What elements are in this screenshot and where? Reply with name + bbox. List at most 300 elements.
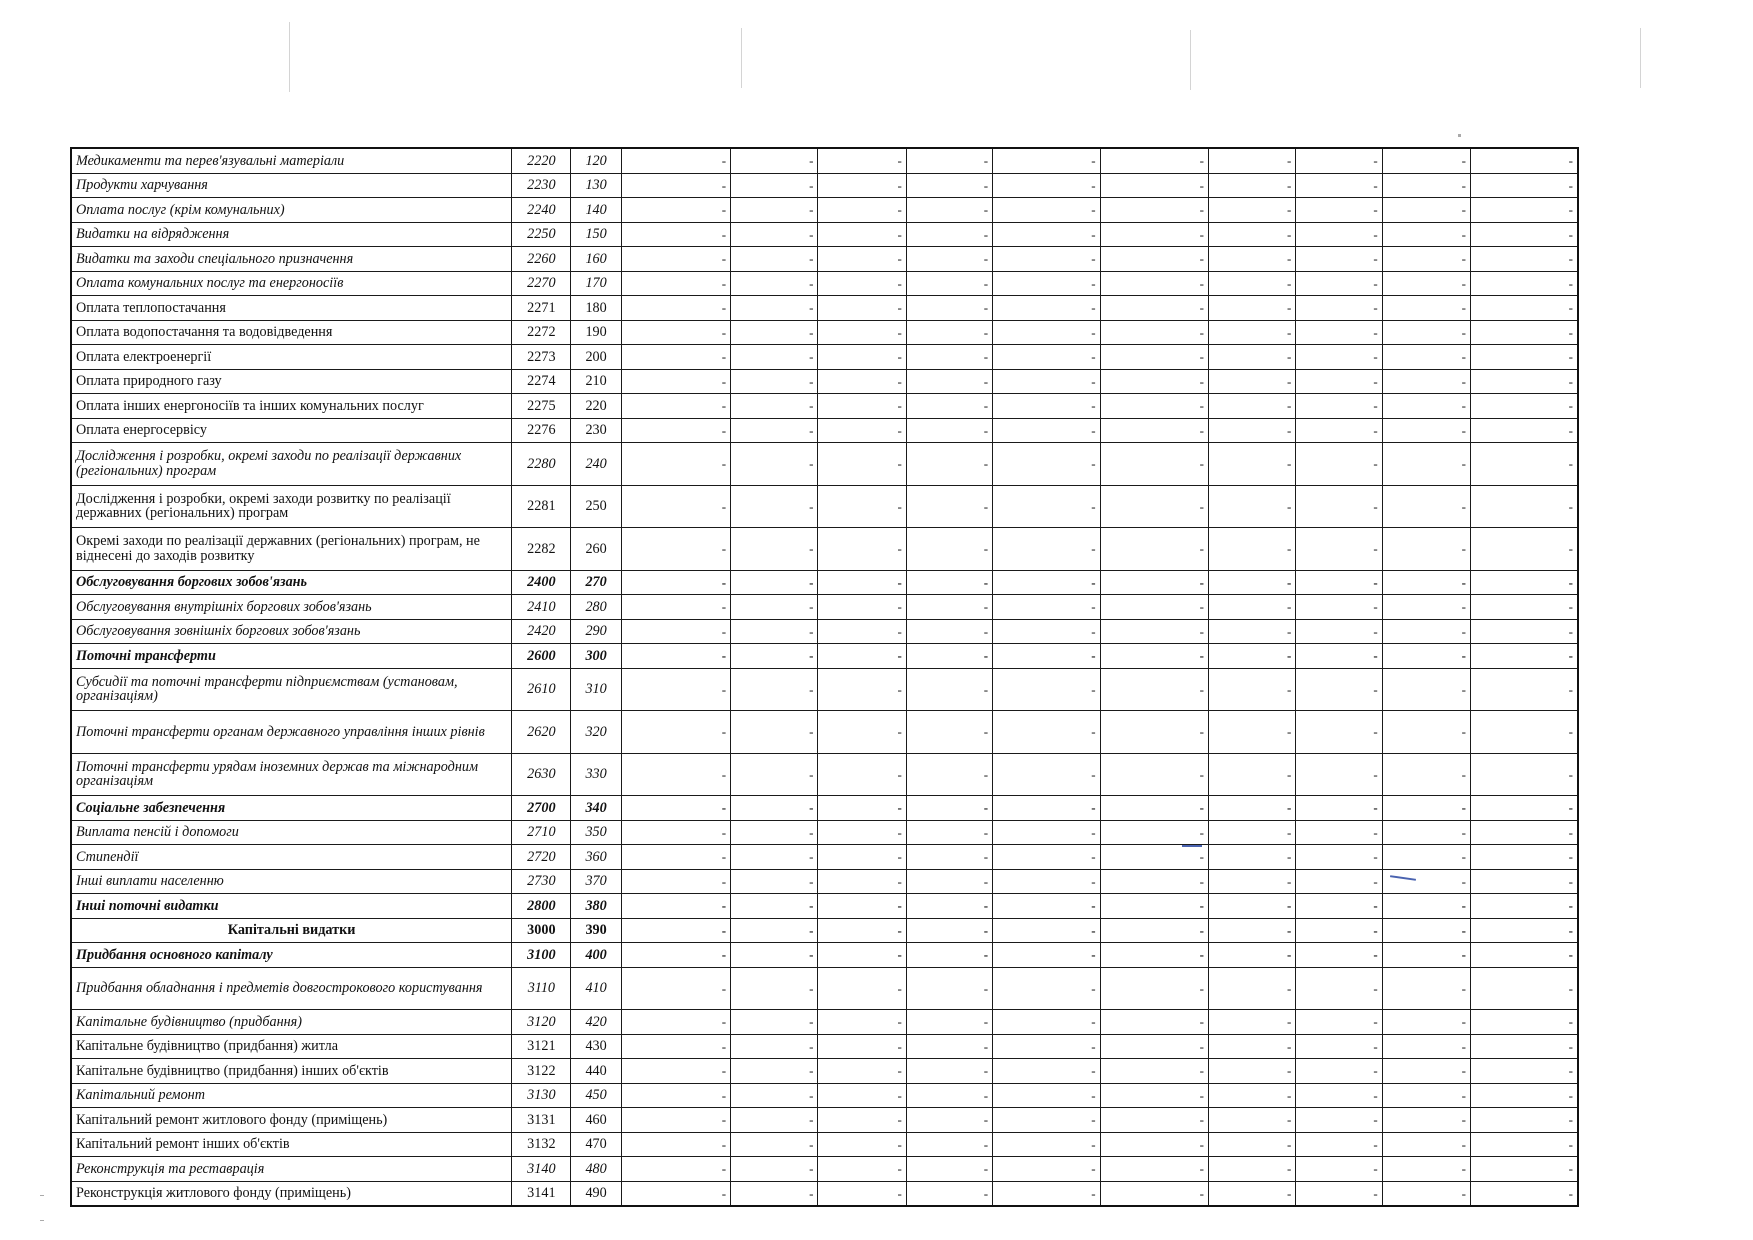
row-value-cell: - — [1296, 443, 1382, 486]
row-value-cell: - — [906, 418, 992, 443]
row-code-cell: 2720 — [512, 845, 571, 870]
row-value-cell: - — [818, 711, 906, 754]
row-name-cell: Поточні трансферти — [71, 644, 512, 669]
row-value-cell: - — [1471, 820, 1579, 845]
row-value-cell: - — [1382, 148, 1470, 173]
row-value-cell: - — [1296, 1034, 1382, 1059]
row-value-cell: - — [906, 619, 992, 644]
row-line-cell: 270 — [571, 570, 621, 595]
row-value-cell: - — [1382, 345, 1470, 370]
row-code-cell: 2420 — [512, 619, 571, 644]
row-line-cell: 180 — [571, 296, 621, 321]
row-name-cell: Окремі заходи по реалізації державних (регіональних) програм, не віднесені до заходів розвитку — [71, 528, 512, 571]
row-value-cell: - — [818, 320, 906, 345]
row-value-cell: - — [1382, 394, 1470, 419]
row-code-cell: 2620 — [512, 711, 571, 754]
row-value-cell: - — [1296, 394, 1382, 419]
row-value-cell: - — [993, 369, 1100, 394]
row-value-cell: - — [818, 796, 906, 821]
row-value-cell: - — [621, 668, 730, 711]
row-value-cell: - — [1100, 1132, 1208, 1157]
row-value-cell: - — [906, 173, 992, 198]
row-line-cell: 490 — [571, 1181, 621, 1206]
row-value-cell: - — [1382, 943, 1470, 968]
row-value-cell: - — [1208, 918, 1295, 943]
row-value-cell: - — [1208, 570, 1295, 595]
row-value-cell: - — [818, 198, 906, 223]
row-value-cell: - — [1296, 320, 1382, 345]
row-value-cell: - — [1296, 1181, 1382, 1206]
row-value-cell: - — [993, 595, 1100, 620]
row-value-cell: - — [993, 820, 1100, 845]
row-value-cell: - — [818, 820, 906, 845]
row-name-cell: Оплата інших енергоносіїв та інших комунальних послуг — [71, 394, 512, 419]
row-name-cell: Оплата енергосервісу — [71, 418, 512, 443]
scan-speck — [289, 22, 290, 92]
row-name-cell: Медикаменти та перев'язувальні матеріали — [71, 148, 512, 173]
row-value-cell: - — [731, 869, 818, 894]
row-value-cell: - — [993, 619, 1100, 644]
table-row — [71, 668, 1578, 711]
row-value-cell: - — [993, 668, 1100, 711]
row-value-cell: - — [731, 418, 818, 443]
row-value-cell: - — [818, 222, 906, 247]
row-value-cell: - — [621, 943, 730, 968]
row-value-cell: - — [1471, 1010, 1579, 1035]
row-value-cell: - — [1471, 711, 1579, 754]
table-row — [71, 619, 1578, 644]
row-line-cell: 430 — [571, 1034, 621, 1059]
row-code-cell: 3140 — [512, 1157, 571, 1182]
row-code-cell: 2282 — [512, 528, 571, 571]
row-value-cell: - — [1100, 711, 1208, 754]
row-line-cell: 370 — [571, 869, 621, 894]
row-value-cell: - — [1296, 1083, 1382, 1108]
row-value-cell: - — [621, 753, 730, 796]
row-value-cell: - — [731, 796, 818, 821]
row-value-cell: - — [1471, 1157, 1579, 1182]
row-value-cell: - — [621, 485, 730, 528]
table-row — [71, 570, 1578, 595]
row-value-cell: - — [621, 345, 730, 370]
row-code-cell: 3132 — [512, 1132, 571, 1157]
row-value-cell: - — [731, 1083, 818, 1108]
row-value-cell: - — [906, 894, 992, 919]
row-value-cell: - — [1382, 1059, 1470, 1084]
row-line-cell: 140 — [571, 198, 621, 223]
row-value-cell: - — [1471, 619, 1579, 644]
row-value-cell: - — [1100, 820, 1208, 845]
row-value-cell: - — [731, 271, 818, 296]
row-value-cell: - — [993, 1108, 1100, 1133]
table-row — [71, 418, 1578, 443]
row-value-cell: - — [1208, 753, 1295, 796]
row-value-cell: - — [621, 644, 730, 669]
scan-speck — [1640, 28, 1641, 88]
row-name-cell: Капітальний ремонт інших об'єктів — [71, 1132, 512, 1157]
row-value-cell: - — [906, 394, 992, 419]
row-name-cell: Капітальне будівництво (придбання) — [71, 1010, 512, 1035]
row-name-cell: Дослідження і розробки, окремі заходи розвитку по реалізації державних (регіональних) програм — [71, 485, 512, 528]
row-name-cell: Придбання основного капіталу — [71, 943, 512, 968]
row-value-cell: - — [818, 148, 906, 173]
row-value-cell: - — [1471, 443, 1579, 486]
table-row — [71, 173, 1578, 198]
row-name-cell: Видатки та заходи спеціального призначення — [71, 247, 512, 272]
row-value-cell: - — [1382, 247, 1470, 272]
row-value-cell: - — [1100, 296, 1208, 321]
row-value-cell: - — [621, 1010, 730, 1035]
row-value-cell: - — [818, 918, 906, 943]
table-row — [71, 443, 1578, 486]
row-value-cell: - — [1100, 1059, 1208, 1084]
table-row — [71, 796, 1578, 821]
row-value-cell: - — [1382, 320, 1470, 345]
row-value-cell: - — [1382, 869, 1470, 894]
row-value-cell: - — [731, 443, 818, 486]
row-value-cell: - — [993, 1181, 1100, 1206]
row-value-cell: - — [1382, 271, 1470, 296]
table-row — [71, 967, 1578, 1010]
row-value-cell: - — [731, 296, 818, 321]
row-value-cell: - — [731, 394, 818, 419]
row-value-cell: - — [906, 796, 992, 821]
row-value-cell: - — [1296, 418, 1382, 443]
row-line-cell: 440 — [571, 1059, 621, 1084]
row-value-cell: - — [906, 668, 992, 711]
row-name-cell: Реконструкція житлового фонду (приміщень) — [71, 1181, 512, 1206]
row-value-cell: - — [1208, 711, 1295, 754]
row-value-cell: - — [993, 528, 1100, 571]
row-value-cell: - — [818, 443, 906, 486]
row-value-cell: - — [1100, 369, 1208, 394]
row-name-cell: Оплата водопостачання та водовідведення — [71, 320, 512, 345]
row-value-cell: - — [818, 528, 906, 571]
row-name-cell: Придбання обладнання і предметів довгострокового користування — [71, 967, 512, 1010]
row-value-cell: - — [1471, 369, 1579, 394]
row-value-cell: - — [993, 711, 1100, 754]
scan-speck — [40, 1195, 44, 1196]
row-value-cell: - — [1471, 967, 1579, 1010]
table-row — [71, 148, 1578, 173]
row-name-cell: Поточні трансферти урядам іноземних держав та міжнародним організаціям — [71, 753, 512, 796]
table-row — [71, 1059, 1578, 1084]
row-value-cell: - — [818, 1132, 906, 1157]
row-value-cell: - — [1382, 570, 1470, 595]
scan-speck — [1190, 30, 1191, 90]
scan-speck — [40, 1220, 44, 1221]
row-value-cell: - — [818, 394, 906, 419]
row-value-cell: - — [1382, 1034, 1470, 1059]
row-code-cell: 3100 — [512, 943, 571, 968]
table-row — [71, 894, 1578, 919]
row-value-cell: - — [993, 1083, 1100, 1108]
row-line-cell: 190 — [571, 320, 621, 345]
row-value-cell: - — [993, 1034, 1100, 1059]
row-code-cell: 2270 — [512, 271, 571, 296]
row-name-cell: Стипендії — [71, 845, 512, 870]
row-value-cell: - — [818, 485, 906, 528]
row-line-cell: 230 — [571, 418, 621, 443]
row-value-cell: - — [1100, 443, 1208, 486]
row-code-cell: 3110 — [512, 967, 571, 1010]
row-value-cell: - — [1296, 644, 1382, 669]
row-value-cell: - — [1471, 222, 1579, 247]
row-value-cell: - — [1296, 148, 1382, 173]
row-value-cell: - — [1100, 644, 1208, 669]
row-value-cell: - — [906, 296, 992, 321]
row-value-cell: - — [818, 595, 906, 620]
row-value-cell: - — [818, 753, 906, 796]
row-value-cell: - — [1296, 1108, 1382, 1133]
row-value-cell: - — [818, 1157, 906, 1182]
row-value-cell: - — [1471, 247, 1579, 272]
row-value-cell: - — [1382, 644, 1470, 669]
row-value-cell: - — [731, 222, 818, 247]
row-value-cell: - — [621, 1157, 730, 1182]
row-code-cell: 3131 — [512, 1108, 571, 1133]
row-value-cell: - — [906, 1083, 992, 1108]
row-value-cell: - — [818, 1034, 906, 1059]
row-value-cell: - — [906, 711, 992, 754]
row-value-cell: - — [906, 1010, 992, 1035]
row-value-cell: - — [621, 148, 730, 173]
row-value-cell: - — [906, 369, 992, 394]
row-line-cell: 300 — [571, 644, 621, 669]
row-value-cell: - — [906, 247, 992, 272]
row-code-cell: 2700 — [512, 796, 571, 821]
table-row — [71, 845, 1578, 870]
row-value-cell: - — [993, 845, 1100, 870]
row-value-cell: - — [1100, 528, 1208, 571]
row-value-cell: - — [1208, 595, 1295, 620]
row-line-cell: 160 — [571, 247, 621, 272]
row-value-cell: - — [1208, 148, 1295, 173]
row-value-cell: - — [993, 222, 1100, 247]
row-value-cell: - — [1471, 845, 1579, 870]
row-value-cell: - — [731, 345, 818, 370]
row-value-cell: - — [1471, 869, 1579, 894]
row-value-cell: - — [1208, 1181, 1295, 1206]
row-value-cell: - — [731, 894, 818, 919]
row-value-cell: - — [1208, 271, 1295, 296]
row-value-cell: - — [1208, 296, 1295, 321]
row-value-cell: - — [1296, 711, 1382, 754]
row-value-cell: - — [906, 1108, 992, 1133]
row-value-cell: - — [906, 148, 992, 173]
row-name-cell: Видатки на відрядження — [71, 222, 512, 247]
row-value-cell: - — [1100, 320, 1208, 345]
row-value-cell: - — [993, 943, 1100, 968]
row-code-cell: 2220 — [512, 148, 571, 173]
row-value-cell: - — [1296, 967, 1382, 1010]
row-value-cell: - — [731, 1059, 818, 1084]
row-value-cell: - — [1208, 668, 1295, 711]
row-value-cell: - — [621, 320, 730, 345]
row-value-cell: - — [1471, 1181, 1579, 1206]
row-value-cell: - — [1471, 1059, 1579, 1084]
row-value-cell: - — [1382, 1083, 1470, 1108]
row-value-cell: - — [1208, 394, 1295, 419]
row-value-cell: - — [906, 1181, 992, 1206]
row-value-cell: - — [621, 711, 730, 754]
row-value-cell: - — [1471, 485, 1579, 528]
row-value-cell: - — [621, 369, 730, 394]
row-line-cell: 200 — [571, 345, 621, 370]
row-value-cell: - — [1382, 711, 1470, 754]
row-value-cell: - — [818, 173, 906, 198]
row-value-cell: - — [906, 967, 992, 1010]
row-value-cell: - — [731, 595, 818, 620]
row-name-cell: Оплата комунальних послуг та енергоносіїв — [71, 271, 512, 296]
row-value-cell: - — [1100, 222, 1208, 247]
row-value-cell: - — [1100, 753, 1208, 796]
row-line-cell: 210 — [571, 369, 621, 394]
row-value-cell: - — [1471, 1108, 1579, 1133]
row-value-cell: - — [1100, 894, 1208, 919]
row-name-cell: Оплата теплопостачання — [71, 296, 512, 321]
row-value-cell: - — [906, 320, 992, 345]
row-value-cell: - — [1471, 528, 1579, 571]
row-value-cell: - — [993, 247, 1100, 272]
row-value-cell: - — [1100, 148, 1208, 173]
row-line-cell: 380 — [571, 894, 621, 919]
row-name-cell: Оплата електроенергії — [71, 345, 512, 370]
row-line-cell: 420 — [571, 1010, 621, 1035]
row-value-cell: - — [1100, 1010, 1208, 1035]
row-value-cell: - — [621, 894, 730, 919]
table-row — [71, 1083, 1578, 1108]
row-value-cell: - — [1296, 595, 1382, 620]
row-value-cell: - — [1296, 918, 1382, 943]
row-value-cell: - — [818, 668, 906, 711]
row-name-cell: Реконструкція та реставрація — [71, 1157, 512, 1182]
row-value-cell: - — [1100, 918, 1208, 943]
table-row — [71, 644, 1578, 669]
row-value-cell: - — [731, 644, 818, 669]
row-line-cell: 260 — [571, 528, 621, 571]
row-value-cell: - — [1296, 619, 1382, 644]
row-value-cell: - — [1208, 1108, 1295, 1133]
row-value-cell: - — [1296, 1157, 1382, 1182]
row-line-cell: 120 — [571, 148, 621, 173]
row-value-cell: - — [1382, 1132, 1470, 1157]
row-value-cell: - — [993, 345, 1100, 370]
table-row — [71, 247, 1578, 272]
row-value-cell: - — [731, 967, 818, 1010]
row-value-cell: - — [993, 918, 1100, 943]
row-value-cell: - — [1208, 967, 1295, 1010]
row-value-cell: - — [1296, 796, 1382, 821]
row-value-cell: - — [1100, 668, 1208, 711]
row-line-cell: 450 — [571, 1083, 621, 1108]
table-row — [71, 869, 1578, 894]
row-value-cell: - — [1296, 247, 1382, 272]
row-code-cell: 2800 — [512, 894, 571, 919]
row-value-cell: - — [906, 943, 992, 968]
row-value-cell: - — [1296, 668, 1382, 711]
row-value-cell: - — [621, 1059, 730, 1084]
row-value-cell: - — [1382, 485, 1470, 528]
row-value-cell: - — [731, 369, 818, 394]
row-value-cell: - — [1208, 320, 1295, 345]
row-value-cell: - — [818, 619, 906, 644]
row-value-cell: - — [906, 820, 992, 845]
row-name-cell: Виплата пенсій і допомоги — [71, 820, 512, 845]
row-value-cell: - — [818, 1083, 906, 1108]
row-value-cell: - — [731, 247, 818, 272]
row-value-cell: - — [1471, 753, 1579, 796]
row-code-cell: 3141 — [512, 1181, 571, 1206]
row-value-cell: - — [1471, 320, 1579, 345]
scan-speck — [1458, 134, 1461, 137]
row-value-cell: - — [1382, 796, 1470, 821]
row-value-cell: - — [621, 570, 730, 595]
row-value-cell: - — [621, 222, 730, 247]
row-value-cell: - — [731, 485, 818, 528]
row-value-cell: - — [993, 1132, 1100, 1157]
row-value-cell: - — [1382, 1157, 1470, 1182]
row-value-cell: - — [1100, 595, 1208, 620]
row-value-cell: - — [1296, 485, 1382, 528]
row-code-cell: 2276 — [512, 418, 571, 443]
row-value-cell: - — [906, 1059, 992, 1084]
row-code-cell: 3120 — [512, 1010, 571, 1035]
row-value-cell: - — [1208, 619, 1295, 644]
table-row — [71, 1132, 1578, 1157]
row-value-cell: - — [1296, 369, 1382, 394]
row-value-cell: - — [621, 1108, 730, 1133]
row-value-cell: - — [1382, 198, 1470, 223]
row-line-cell: 290 — [571, 619, 621, 644]
table-body — [71, 148, 1578, 1206]
row-value-cell: - — [621, 394, 730, 419]
row-value-cell: - — [1296, 1132, 1382, 1157]
row-value-cell: - — [621, 796, 730, 821]
row-name-cell: Дослідження і розробки, окремі заходи по реалізації державних (регіональних) програм — [71, 443, 512, 486]
row-value-cell: - — [906, 1157, 992, 1182]
row-value-cell: - — [1208, 1059, 1295, 1084]
row-code-cell: 3130 — [512, 1083, 571, 1108]
row-value-cell: - — [621, 443, 730, 486]
row-value-cell: - — [1471, 943, 1579, 968]
row-name-cell: Обслуговування внутрішніх боргових зобов'язань — [71, 595, 512, 620]
row-value-cell: - — [1382, 418, 1470, 443]
row-code-cell: 2281 — [512, 485, 571, 528]
table-row — [71, 198, 1578, 223]
row-value-cell: - — [1100, 247, 1208, 272]
row-value-cell: - — [1471, 345, 1579, 370]
row-value-cell: - — [993, 967, 1100, 1010]
row-line-cell: 350 — [571, 820, 621, 845]
row-value-cell: - — [906, 345, 992, 370]
row-value-cell: - — [621, 1083, 730, 1108]
row-value-cell: - — [1100, 869, 1208, 894]
row-line-cell: 410 — [571, 967, 621, 1010]
row-value-cell: - — [621, 418, 730, 443]
row-value-cell: - — [1100, 967, 1208, 1010]
row-value-cell: - — [1100, 845, 1208, 870]
row-value-cell: - — [1100, 271, 1208, 296]
row-value-cell: - — [1208, 485, 1295, 528]
row-value-cell: - — [1382, 845, 1470, 870]
table-row — [71, 528, 1578, 571]
row-name-cell: Обслуговування зовнішніх боргових зобов'язань — [71, 619, 512, 644]
row-value-cell: - — [621, 869, 730, 894]
row-value-cell: - — [1208, 1132, 1295, 1157]
row-value-cell: - — [1100, 1181, 1208, 1206]
table-row — [71, 369, 1578, 394]
